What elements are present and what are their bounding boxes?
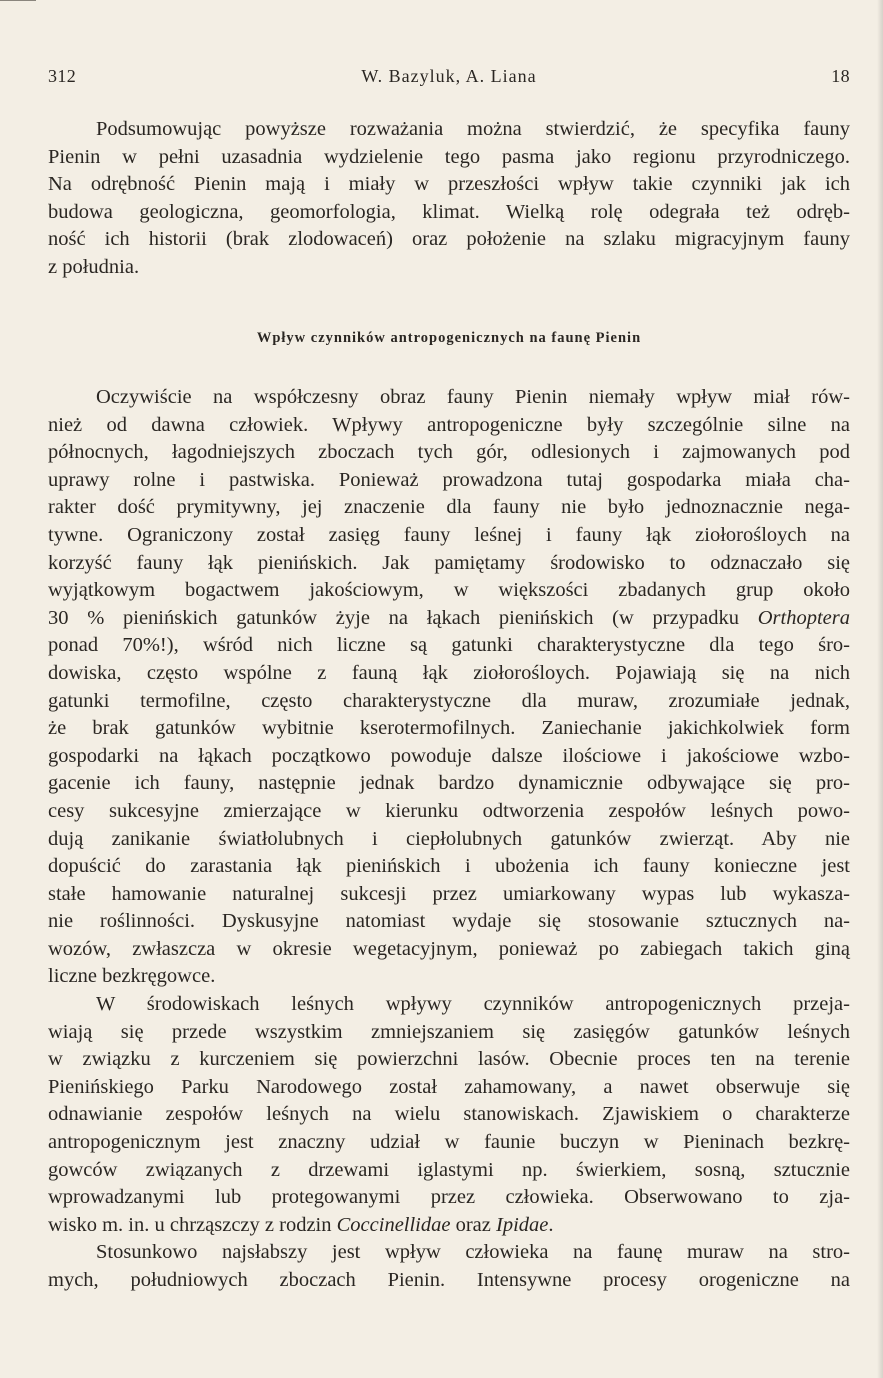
text-line: mych, południowych zboczach Pienin. Intensywne procesy orogeniczne na bbox=[48, 1269, 850, 1291]
text-fragment: 30 % pienińskich gatunków żyje na łąkach pienińskich (w przypadku bbox=[48, 606, 758, 629]
text-line: z południa. bbox=[48, 255, 140, 278]
text-fragment: . bbox=[548, 1213, 554, 1236]
text-line: Pienin w pełni uzasadnia wydzielenie tego pasma jako regionu przyrodniczego. bbox=[48, 145, 850, 168]
text-line: wiają się przede wszystkim zmniejszaniem się zasięgów gatunków leśnych bbox=[48, 1020, 850, 1043]
text-line: uprawy rolne i pastwiska. Ponieważ prowadzona tutaj gospodarka miała cha- bbox=[48, 468, 850, 491]
text-line: gospodarki na łąkach początkowo powoduje dalsze ilościowe i jakościowe wzbo- bbox=[48, 744, 850, 767]
text-line: odnawianie zespołów leśnych na wielu stanowiskach. Zjawiskiem o charakterze bbox=[48, 1103, 850, 1126]
text-line: wprowadzanymi lub protegowanymi przez człowieka. Obserwowano to zja- bbox=[48, 1186, 850, 1209]
text-line: korzyść fauny łąk pienińskich. Jak pamiętamy środowisko to odznaczało się bbox=[48, 551, 850, 574]
text-line: tywne. Ograniczony został zasięg fauny leśnej i fauny łąk ziołorośloych na bbox=[48, 523, 850, 546]
text-line bbox=[48, 605, 850, 633]
text-line: dowiska, często wspólne z fauną łąk ziołorośloych. Pojawiają się na nich bbox=[48, 661, 850, 684]
page-edge-shadow bbox=[877, 0, 883, 1378]
text-line: północnych, łagodniejszych zboczach tych gór, odlesionych i zajmowanych pod bbox=[48, 441, 850, 464]
text-line: dują zanikanie światłolubnych i ciepłolubnych gatunków zwierząt. Aby nie bbox=[48, 827, 850, 850]
top-edge-rule bbox=[0, 0, 36, 1]
text-line: gowców związanych z drzewami iglastymi np. świerkiem, sosną, sztucznie bbox=[48, 1158, 850, 1181]
text-line: nie roślinności. Dyskusyjne natomiast wydaje się stosowanie sztucznych na- bbox=[48, 910, 850, 933]
text-line: liczne bezkręgowce. bbox=[48, 965, 216, 988]
section-heading: Wpływ czynników antropogenicznych na faunę Pienin bbox=[256, 330, 642, 346]
intro-paragraph bbox=[48, 116, 850, 282]
text-line: Pienińskiego Parku Narodowego został zahamowany, a nawet obserwuje się bbox=[48, 1075, 850, 1098]
page-number: 312 bbox=[48, 66, 77, 86]
text-line: ność ich historii (brak zlodowaceń) oraz położenie na szlaku migracyjnym fauny bbox=[48, 228, 850, 251]
text-line: Na odrębność Pienin mają i miały w przeszłości wpływ takie czynniki jak ich bbox=[48, 173, 850, 196]
text-line: dopuścić do zarastania łąk pienińskich i ubożenia ich fauny konieczne jest bbox=[48, 855, 850, 878]
text-line: Stosunkowo najsłabszy jest wpływ człowieka na faunę muraw na stro- bbox=[96, 1241, 850, 1264]
text-line: Podsumowując powyższe rozważania można stwierdzić, że specyfika fauny bbox=[96, 118, 850, 140]
italic-taxon-name: Orthoptera bbox=[757, 606, 850, 629]
text-line: że brak gatunków wybitnie kserotermofilnych. Zaniechanie jakichkolwiek form bbox=[48, 717, 850, 740]
text-line: W środowiskach leśnych wpływy czynników antropogenicznych przeja- bbox=[96, 993, 850, 1016]
text-line: w związku z kurczeniem się powierzchni lasów. Obecnie proces ten na terenie bbox=[48, 1048, 850, 1071]
text-line: cesy sukcesyjne zmierzające w kierunku odtworzenia zespołów leśnych powo- bbox=[48, 799, 850, 822]
text-fragment: wisko m. in. u chrząszczy z rodzin bbox=[48, 1213, 337, 1236]
text-line: budowa geologiczna, geomorfologia, klimat. Wielką rolę odegrała też odręb- bbox=[48, 200, 850, 223]
text-line: wyjątkowym bogactwem jakościowym, w większości zbadanych grup około bbox=[48, 579, 850, 602]
text-line: stałe hamowanie naturalnej sukcesji przez umiarkowany wypas lub wykasza- bbox=[48, 882, 850, 905]
text-line: ponad 70%!), wśród nich liczne są gatunki charakterystyczne dla tego śro- bbox=[48, 634, 850, 657]
text-line: gacenie ich fauny, następnie jednak bardzo dynamicznie odbywające się pro- bbox=[48, 772, 850, 795]
volume-number: 18 bbox=[831, 66, 850, 86]
text-line: gatunki termofilne, często charakterystyczne dla muraw, zrozumiałe jednak, bbox=[48, 689, 850, 712]
text-line: nież od dawna człowiek. Wpływy antropogeniczne były szczególnie silne na bbox=[48, 413, 850, 436]
body-text bbox=[48, 384, 850, 1295]
text-fragment: oraz bbox=[450, 1213, 497, 1236]
page-header bbox=[48, 66, 850, 88]
italic-taxon-name: Coccinellidae bbox=[336, 1213, 451, 1236]
text-line: Oczywiście na współczesny obraz fauny Pienin niemały wpływ miał rów- bbox=[96, 386, 850, 408]
running-head: W. Bazyluk, A. Liana bbox=[361, 66, 537, 86]
italic-taxon-name: Ipidae bbox=[496, 1213, 549, 1236]
text-line: wozów, zwłaszcza w okresie wegetacyjnym, ponieważ po zabiegach takich giną bbox=[48, 937, 850, 960]
text-line: antropogenicznym jest znaczny udział w faunie buczyn w Pieninach bezkrę- bbox=[48, 1131, 850, 1154]
text-line: rakter dość prymitywny, jej znaczenie dla fauny nie było jednoznacznie nega- bbox=[48, 496, 850, 519]
text-line bbox=[48, 1212, 850, 1240]
